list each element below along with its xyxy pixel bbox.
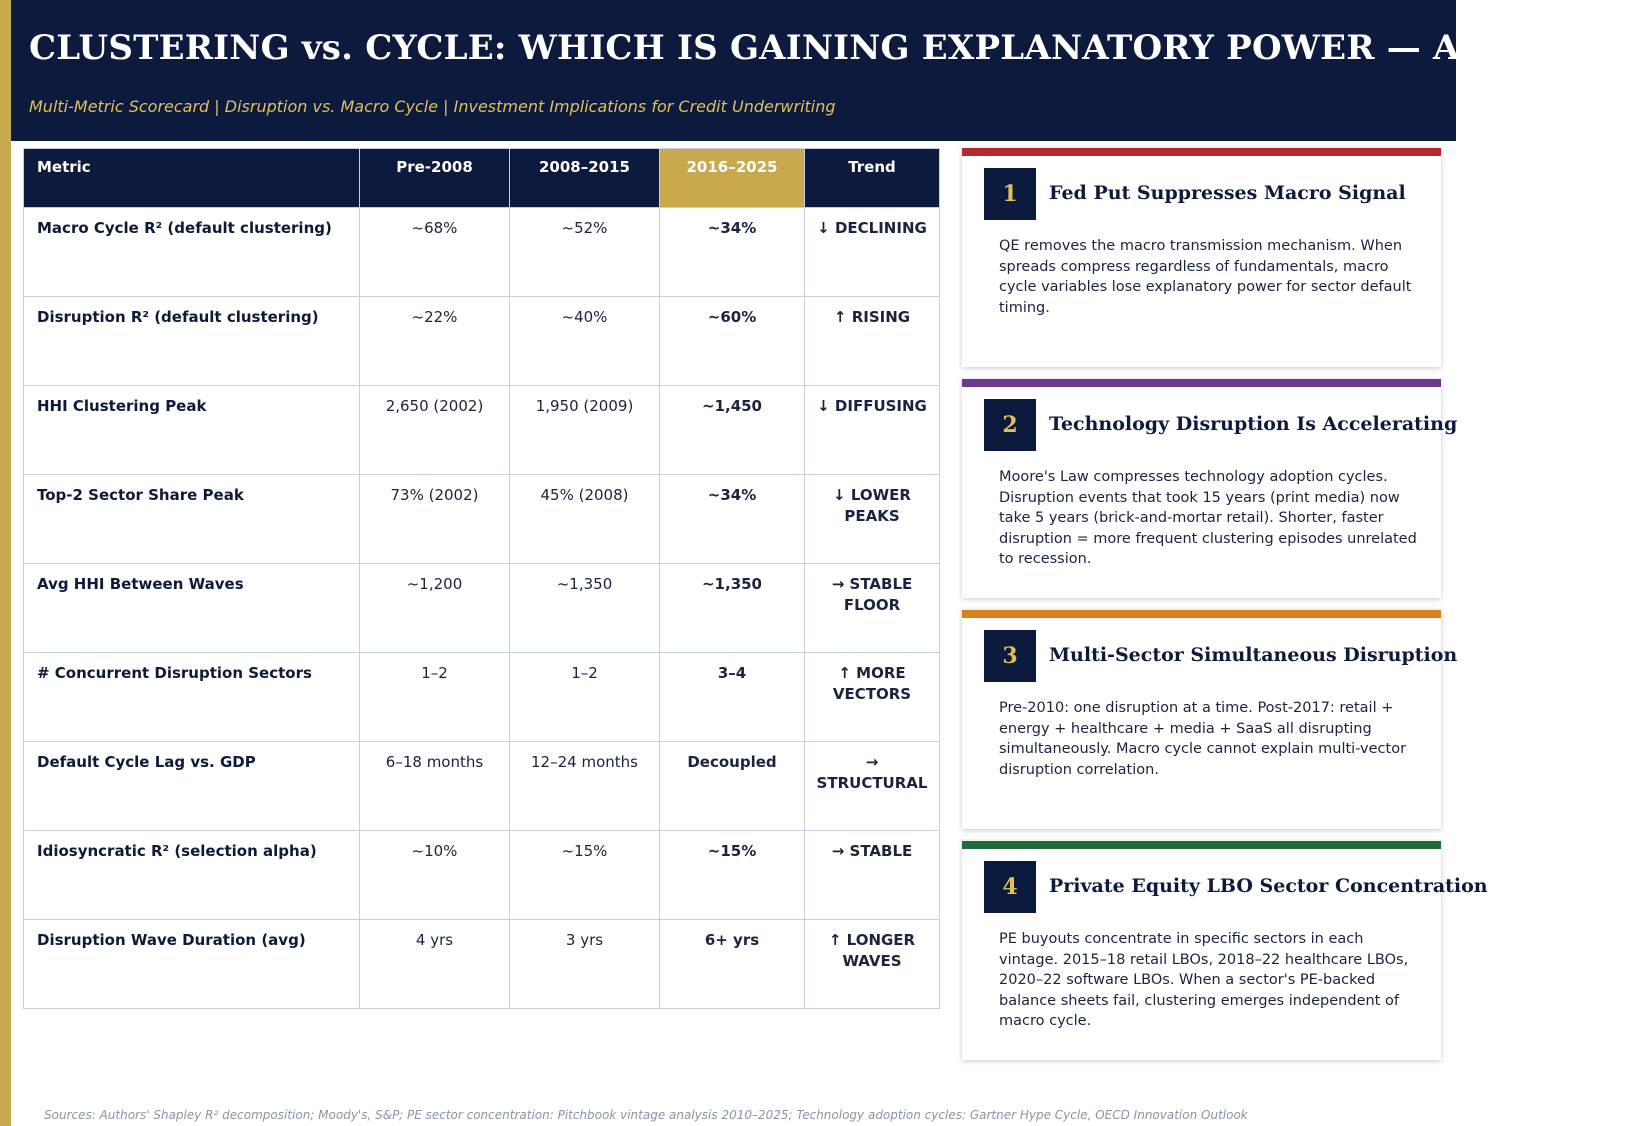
- metric-cell: Default Cycle Lag vs. GDP: [24, 742, 360, 831]
- column-header-2008-2015: 2008–2015: [510, 149, 660, 208]
- table-row: [24, 742, 940, 831]
- 2016-2025-cell: ~1,450: [660, 386, 805, 475]
- 2008-2015-cell: 45% (2008): [510, 475, 660, 564]
- trend-cell: ↑ MORE VECTORS: [805, 653, 940, 742]
- trend-cell: → STABLE: [805, 831, 940, 920]
- card-number-badge: 2: [984, 399, 1036, 451]
- scorecard-table: [23, 148, 940, 1009]
- card-title: Multi-Sector Simultaneous Disruption: [1049, 644, 1458, 666]
- pre-2008-cell: ~1,200: [360, 564, 510, 653]
- metric-cell: Macro Cycle R² (default clustering): [24, 208, 360, 297]
- table-row: [24, 386, 940, 475]
- table-row: [24, 831, 940, 920]
- table-row: [24, 208, 940, 297]
- column-header-pre-2008: Pre-2008: [360, 149, 510, 208]
- card-body: PE buyouts concentrate in specific sectors in each vintage. 2015–18 retail LBOs, 2018–22 healthcare LBOs, 2020–22 software LBOs. When a sector's PE-backed balance sheets fail, clustering emerges independent of macro cycle.: [999, 931, 1409, 1029]
- 2008-2015-cell: ~15%: [510, 831, 660, 920]
- card-accent-bar: [962, 379, 1441, 387]
- 2016-2025-cell: ~1,350: [660, 564, 805, 653]
- 2008-2015-cell: 1–2: [510, 653, 660, 742]
- driver-card-fed-put: [962, 148, 1441, 367]
- card-body: Pre-2010: one disruption at a time. Post-2017: retail + energy + healthcare + media + SaaS all disrupting simultaneously. Macro cycle cannot explain multi-vector disruption correlation.: [999, 700, 1407, 778]
- card-body: QE removes the macro transmission mechanism. When spreads compress regardless of fundamentals, macro cycle variables lose explanatory power for sector default timing.: [999, 238, 1412, 316]
- 2016-2025-cell: ~34%: [660, 208, 805, 297]
- pre-2008-cell: ~10%: [360, 831, 510, 920]
- table-row: [24, 564, 940, 653]
- page-header: [11, 0, 1648, 141]
- 2008-2015-cell: ~1,350: [510, 564, 660, 653]
- pre-2008-cell: 6–18 months: [360, 742, 510, 831]
- column-header-metric: Metric: [24, 149, 360, 208]
- card-number-badge: 1: [984, 168, 1036, 220]
- table-row: [24, 297, 940, 386]
- pre-2008-cell: ~22%: [360, 297, 510, 386]
- 2016-2025-cell: Decoupled: [660, 742, 805, 831]
- trend-cell: ↓ DECLINING: [805, 208, 940, 297]
- 2016-2025-cell: ~15%: [660, 831, 805, 920]
- 2016-2025-cell: 6+ yrs: [660, 920, 805, 1009]
- pre-2008-cell: 73% (2002): [360, 475, 510, 564]
- pre-2008-cell: 2,650 (2002): [360, 386, 510, 475]
- 2008-2015-cell: ~52%: [510, 208, 660, 297]
- card-body: Moore's Law compresses technology adoption cycles. Disruption events that took 15 years (print media) now take 5 years (brick-and-mortar retail). Shorter, faster disruption = more frequent clustering episodes unrelated to recession.: [999, 469, 1417, 567]
- page-subtitle: Multi-Metric Scorecard | Disruption vs. Macro Cycle | Investment Implications for Credit Underwriting: [29, 97, 836, 116]
- table-row: [24, 653, 940, 742]
- card-accent-bar: [962, 148, 1441, 156]
- sources-footnote: Sources: Authors' Shapley R² decomposition; Moody's, S&P; PE sector concentration: Pitchbook vintage analysis 2010–2025; Technology adoption cycles: Gartner Hype Cycle, OECD Innovation Outlook: [44, 1108, 1248, 1122]
- 2016-2025-cell: ~34%: [660, 475, 805, 564]
- card-number-badge: 3: [984, 630, 1036, 682]
- table-header-row: [24, 149, 940, 208]
- table-row: [24, 920, 940, 1009]
- trend-cell: → STRUCTURAL: [805, 742, 940, 831]
- driver-card-multi-sector: [962, 610, 1458, 829]
- card-accent-bar: [962, 610, 1441, 618]
- 2008-2015-cell: 12–24 months: [510, 742, 660, 831]
- metric-cell: # Concurrent Disruption Sectors: [24, 653, 360, 742]
- trend-cell: ↓ LOWER PEAKS: [805, 475, 940, 564]
- card-title: Private Equity LBO Sector Concentration: [1049, 875, 1488, 897]
- driver-card-pe-lbo: [962, 841, 1488, 1060]
- 2016-2025-cell: ~60%: [660, 297, 805, 386]
- 2008-2015-cell: 1,950 (2009): [510, 386, 660, 475]
- pre-2008-cell: 1–2: [360, 653, 510, 742]
- 2016-2025-cell: 3–4: [660, 653, 805, 742]
- page-title: CLUSTERING vs. CYCLE: WHICH IS GAINING EXPLANATORY POWER — AND WHY?: [29, 28, 1648, 68]
- accent-strip: [0, 0, 11, 1126]
- column-header-trend: Trend: [805, 149, 940, 208]
- table-row: [24, 475, 940, 564]
- 2008-2015-cell: 3 yrs: [510, 920, 660, 1009]
- card-title: Technology Disruption Is Accelerating: [1049, 413, 1458, 435]
- trend-cell: ↑ LONGER WAVES: [805, 920, 940, 1009]
- metric-cell: Top-2 Sector Share Peak: [24, 475, 360, 564]
- card-accent-bar: [962, 841, 1441, 849]
- 2008-2015-cell: ~40%: [510, 297, 660, 386]
- trend-cell: ↑ RISING: [805, 297, 940, 386]
- card-number-badge: 4: [984, 861, 1036, 913]
- metric-cell: Disruption Wave Duration (avg): [24, 920, 360, 1009]
- metric-cell: Avg HHI Between Waves: [24, 564, 360, 653]
- metric-cell: HHI Clustering Peak: [24, 386, 360, 475]
- column-header-2016-2025: 2016–2025: [660, 149, 805, 208]
- metric-cell: Idiosyncratic R² (selection alpha): [24, 831, 360, 920]
- card-title: Fed Put Suppresses Macro Signal: [1049, 182, 1406, 204]
- trend-cell: → STABLE FLOOR: [805, 564, 940, 653]
- pre-2008-cell: 4 yrs: [360, 920, 510, 1009]
- trend-cell: ↓ DIFFUSING: [805, 386, 940, 475]
- driver-card-technology-disruption: [962, 379, 1458, 598]
- pre-2008-cell: ~68%: [360, 208, 510, 297]
- metric-cell: Disruption R² (default clustering): [24, 297, 360, 386]
